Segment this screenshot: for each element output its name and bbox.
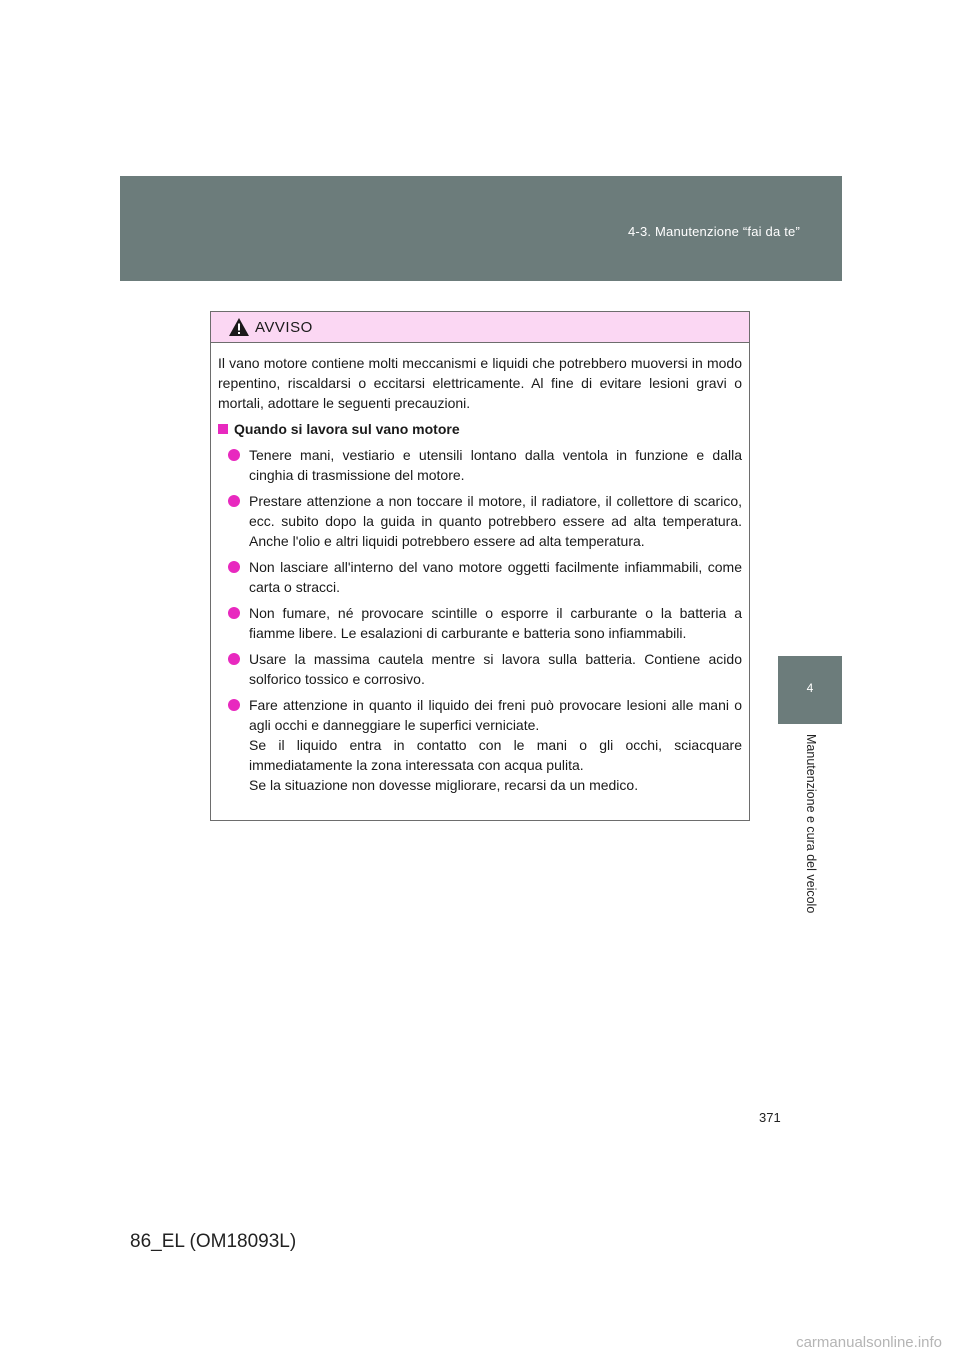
page-number: 371 [759,1110,781,1125]
list-item [218,649,742,689]
list-item-text: Non fumare, né provocare scintille o esporre il carburante o la batteria a fiamme libere. Le esalazioni di carburante e batteria sono infiammabili. [249,605,742,641]
chapter-number: 4 [806,681,814,695]
chapter-tab [778,656,842,724]
warning-box [210,311,750,821]
list-item-text: Fare attenzione in quanto il liquido dei freni può provocare lesioni alle mani o agli occhi e danneggiare le superfici verniciate. [249,697,742,733]
square-bullet-icon [218,424,228,434]
list-item-text: Se il liquido entra in contatto con le mani o gli occhi, sciacquare immediatamente la zona interessata con acqua pulita. [249,737,742,773]
list-item [218,695,742,795]
warning-triangle-icon [228,317,250,337]
bullet-dot-icon [228,561,240,573]
warning-header [211,312,749,343]
document-code: 86_EL (OM18093L) [130,1231,297,1252]
list-item-text: Se la situazione non dovesse migliorare, recarsi da un medico. [249,777,639,793]
list-item [218,491,742,551]
list-item-text: Tenere mani, vestiario e utensili lontano dalla ventola in funzione e dalla cinghia di trasmissione del motore. [249,447,742,483]
list-item-text: Prestare attenzione a non toccare il motore, il radiatore, il collettore di scarico, ecc. subito dopo la guida in quanto potrebbero essere ad alta temperatura. Anche l'olio e altri liquidi potrebbero essere ad alta temperatura. [249,493,742,549]
watermark: carmanualsonline.info [796,1334,942,1351]
warning-subheading-text: Quando si lavora sul vano motore [234,421,460,437]
list-item [218,557,742,597]
bullet-dot-icon [228,653,240,665]
header-band [120,176,842,281]
bullet-dot-icon [228,495,240,507]
chapter-side-label: Manutenzione e cura del veicolo [804,734,818,914]
list-item-text: Usare la massima cautela mentre si lavora sulla batteria. Contiene acido solforico tossico e corrosivo. [249,651,742,687]
section-title: 4-3. Manutenzione “fai da te” [627,224,800,239]
list-item [218,445,742,485]
list-item-text: Non lasciare all'interno del vano motore oggetti facilmente infiammabili, come carta o stracci. [249,559,742,595]
warning-title: AVVISO [255,319,313,336]
bullet-dot-icon [228,699,240,711]
warning-subheading [218,419,742,439]
warning-body [211,343,749,795]
warning-intro: Il vano motore contiene molti meccanismi e liquidi che potrebbero muoversi in modo repentino, riscaldarsi o eccitarsi elettricamente. Al fine di evitare lesioni gravi o mortali, adottare le seguenti precauzioni. [218,355,742,411]
bullet-dot-icon [228,449,240,461]
bullet-dot-icon [228,607,240,619]
list-item [218,603,742,643]
